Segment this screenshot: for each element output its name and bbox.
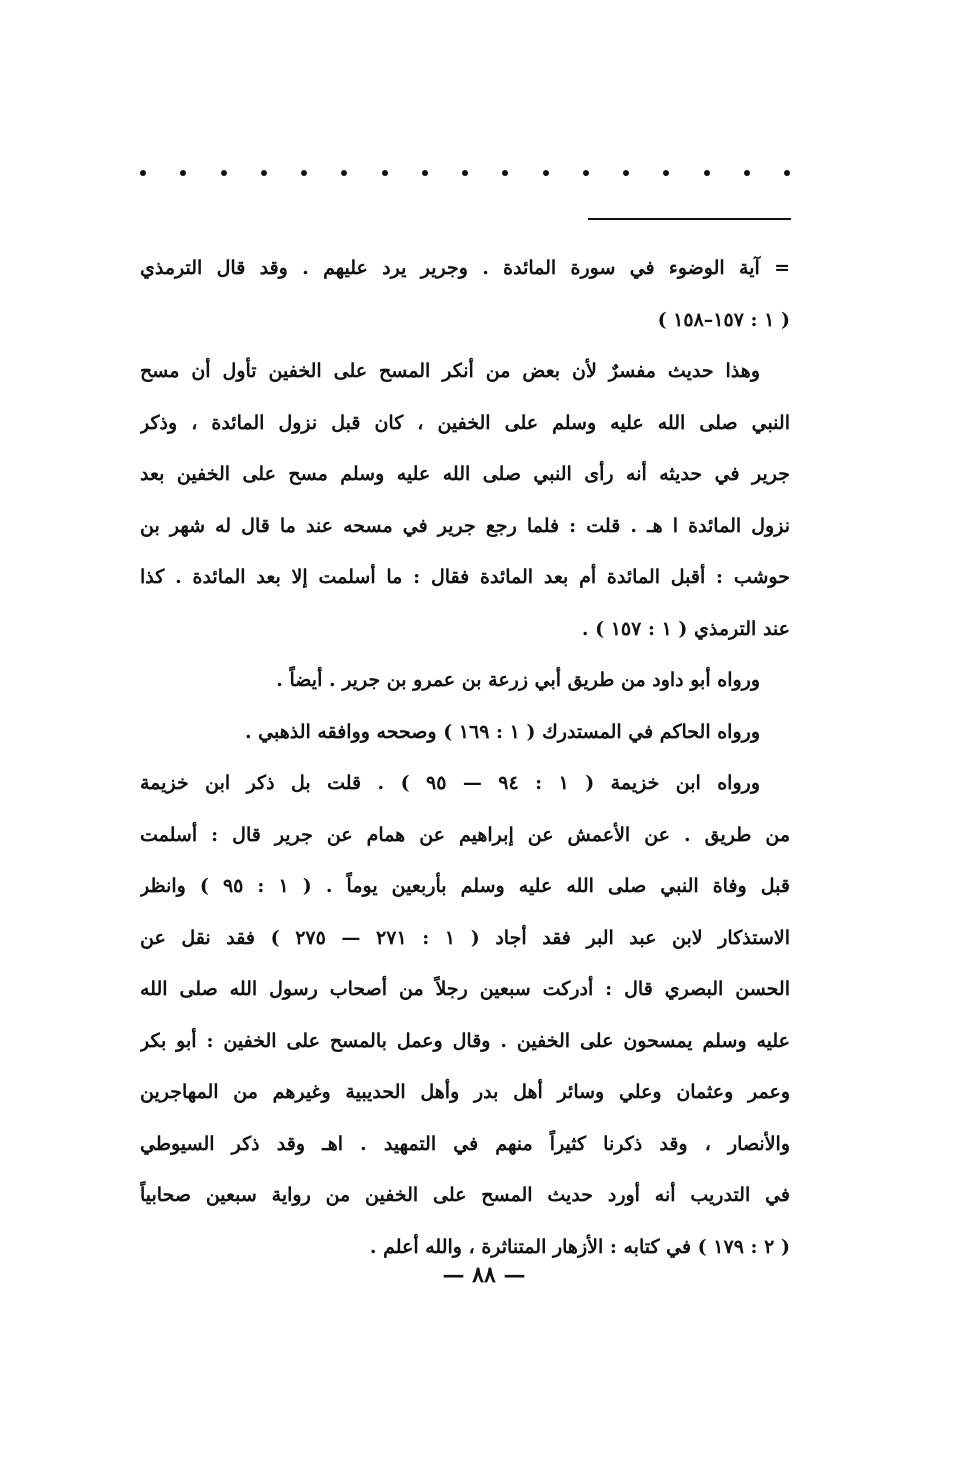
text-line: حوشب : أقبل المائدة أم بعد المائدة فقال : ما أسلمت إلا بعد المائدة . كذا [140, 566, 790, 588]
page-number: — ٨٨ — [442, 1262, 526, 1288]
ornament-dot [180, 170, 186, 176]
text-line: الاستذكار لابن عبد البر فقد أجاد ( ١ : ٢٧١ — ٢٧٥ ) فقد نقل عن [140, 926, 790, 949]
text-line: ( ٢ : ١٧٩ ) في كتابه : الأزهار المتناثرة ، والله أعلم . [369, 1235, 790, 1258]
text-line: ورواه ابن خزيمة ( ١ : ٩٤ — ٩٥ ) . قلت بل ذكر ابن خزيمة [140, 772, 760, 794]
ornament-dot [543, 170, 549, 176]
ornament-dot [462, 170, 468, 176]
ornament-dot [341, 170, 347, 176]
text-line: ورواه أبو داود من طريق أبي زرعة بن عمرو بن جرير . أيضاً . [276, 669, 760, 691]
text-line: وهذا حديث مفسرٌ لأن بعض من أنكر المسح على الخفين تأول أن مسح [140, 360, 760, 382]
text-line: الحسن البصري قال : أدركت سبعين رجلاً من أصحاب رسول الله صلى الله [140, 978, 790, 1000]
text-line: نزول المائدة ا هـ . قلت : فلما رجع جرير في مسحه عند ما قال له شهر بن [140, 514, 790, 537]
text-line: جرير في حديثه أنه رأى النبي صلى الله عليه وسلم مسح على الخفين بعد [140, 463, 790, 485]
ornament-dot [663, 170, 669, 176]
text-line: في التدريب أنه أورد حديث المسح على الخفين من رواية سبعين صحابياً [140, 1184, 790, 1206]
ornament-dot [583, 170, 589, 176]
footnote-text-block [140, 243, 790, 1273]
text-line: من طريق . عن الأعمش عن إبراهيم عن همام عن جرير قال : أسلمت [140, 823, 790, 846]
ornament-dot [221, 170, 227, 176]
text-line: عليه وسلم يمسحون على الخفين . وقال وعمل بالمسح على الخفين : أبو بكر [140, 1029, 790, 1052]
ornament-dot [623, 170, 629, 176]
text-line: = آية الوضوء في سورة المائدة . وجرير يرد عليهم . وقد قال الترمذي [140, 257, 790, 279]
text-line: قبل وفاة النبي صلى الله عليه وسلم بأربعين يوماً . ( ١ : ٩٥ ) وانظر [140, 875, 790, 897]
ornament-dot [744, 170, 750, 176]
ornament-dot [422, 170, 428, 176]
text-line: وعمر وعثمان وعلي وسائر أهل بدر وأهل الحديبية وغيرهم من المهاجرين [140, 1081, 790, 1103]
text-line: عند الترمذي ( ١ : ١٥٧ ) . [581, 617, 790, 640]
ornament-dots-row [140, 170, 790, 176]
ornament-dot [704, 170, 710, 176]
text-line: النبي صلى الله عليه وسلم على الخفين ، كان قبل نزول المائدة ، وذكر [140, 411, 790, 434]
text-line: ورواه الحاكم في المستدرك ( ١ : ١٦٩ ) وصححه ووافقه الذهبي . [244, 720, 760, 743]
ornament-dot [301, 170, 307, 176]
ornament-dot [140, 170, 146, 176]
ornament-dot [382, 170, 388, 176]
footnote-separator-line [588, 218, 791, 220]
ornament-dot [784, 170, 790, 176]
text-line: ( ١ : ١٥٧–١٥٨ ) [657, 308, 790, 331]
ornament-dot [502, 170, 508, 176]
ornament-dot [261, 170, 267, 176]
text-line: والأنصار ، وقد ذكرنا كثيراً منهم في التمهيد . اهـ وقد ذكر السيوطي [140, 1132, 790, 1155]
